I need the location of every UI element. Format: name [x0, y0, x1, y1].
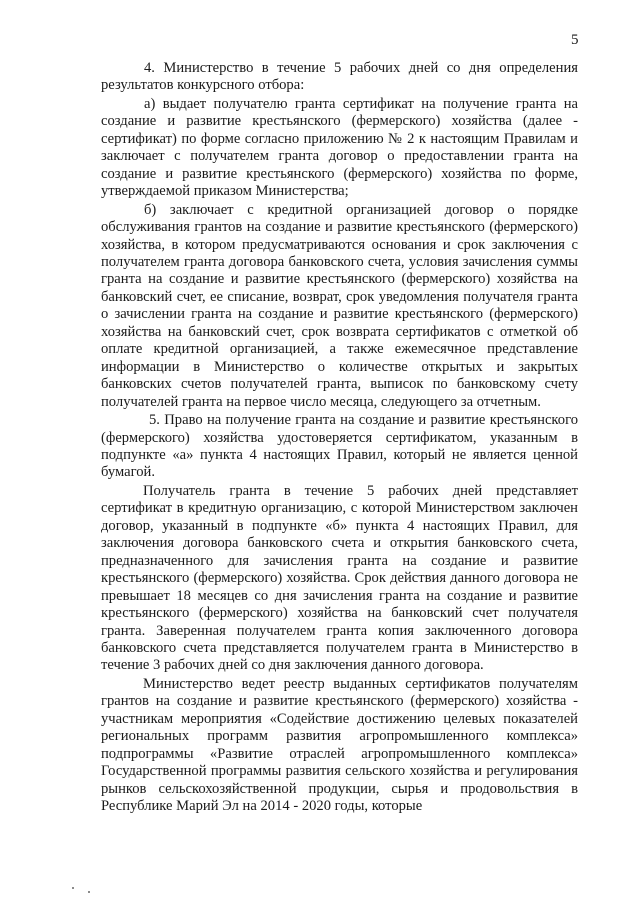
paragraph-item-4: 4. Министерство в течение 5 рабочих дней со дня определения результатов конкурсного отбора: — [101, 60, 578, 94]
paragraph-item-5: 5. Право на получение гранта на создание и развитие крестьянского (фермерского) хозяйства удостоверяется сертификатом, указанным в подпункте «а» пункта 4 настоящих Правил, который не является ценной бумагой. — [101, 412, 578, 481]
paragraph-registry: Министерство ведет реестр выданных сертификатов получателям грантов на создание и развитие крестьянского (фермерского) хозяйства - участникам мероприятия «Содействие достижению целевых показателей региональных программ развития агропромышленного комплекса» подпрограммы «Развитие отраслей агропромышленного комплекса» Государственной программы развития сельского хозяйства и регулирования рынков сельскохозяйственной продукции, сырья и продовольствия в Республике Марий Эл на 2014 - 2020 годы, которые — [101, 675, 578, 815]
paragraph-certificate-submission: Получатель гранта в течение 5 рабочих дней представляет сертификат в кредитную организацию, с которой Министерством заключен договор, указанный в подпункте «б» пункта 4 настоящих Правил, для заключения договора банковского счета и открытия банковского счета, предназначенного для зачисления гранта на создание и развитие крестьянского (фермерского) хозяйства. Срок действия данного договора не превышает 18 месяцев со дня зачисления гранта на создание и развитие крестьянского (фермерского) хозяйства на банковский счет получателя гранта. Заверенная получателем гранта копия заключенного договора банковского счета представляется получателем гранта в Министерство в течение 3 рабочих дней со дня заключения данного договора. — [101, 482, 578, 674]
paragraph-subitem-b: б) заключает с кредитной организацией договор о порядке обслуживания грантов на создание и развитие крестьянского (фермерского) хозяйства, в котором предусматриваются основания и срок заключения с получателем гранта договора банковского счета, условия зачисления суммы гранта на создание и развитие крестьянского (фермерского) хозяйства на банковский счет, ее списание, возврат, срок уведомления получателя гранта о зачислении гранта на создание и развитие крестьянского (фермерского) хозяйства на банковский счет, срок возврата сертификатов с отметкой об оплате кредитной организацией, а также ежемесячное представление информации в Министерство о количестве открытых и закрытых банковских счетов получателей гранта, выписок по банковскому счету получателей гранта на первое число месяца, следующего за отчетным. — [101, 201, 578, 410]
page-number: 5 — [571, 32, 579, 48]
document-body — [101, 60, 578, 815]
scan-dot-mark — [72, 887, 74, 889]
paragraph-subitem-a: а) выдает получателю гранта сертификат на получение гранта на создание и развитие крестьянского (фермерского) хозяйства (далее - сертификат) по форме согласно приложению № 2 к настоящим Правилам и заключает с получателем гранта договор о предоставлении гранта на создание и развитие крестьянского (фермерского) хозяйства по форме, утверждаемой приказом Министерства; — [101, 95, 578, 200]
scan-dot-mark — [88, 891, 90, 893]
